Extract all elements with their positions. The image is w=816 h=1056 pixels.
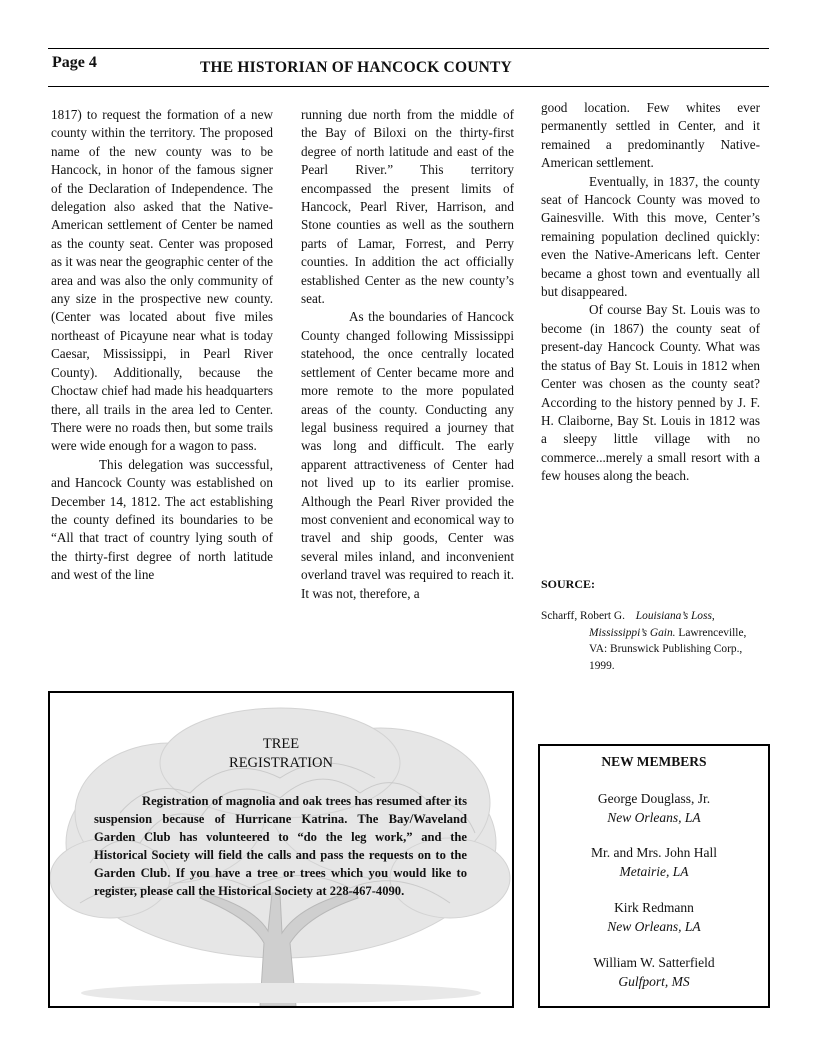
- member-entry: [540, 899, 768, 936]
- member-entry: [540, 954, 768, 991]
- article-column-3: [541, 99, 760, 486]
- article-paragraph: 1817) to request the formation of a new county within the territory. The proposed name of the new county was to be Hancock, in honor of the famous signer of the Declaration of Independence. The delegation also asked that the Native-American settlement of Center be named as the county seat. Center was proposed as it was near the geographic center of the area and was also the only community of any size in the prospective new county. (Center was located about five miles northeast of Picayune near what is today Caesar, Mississippi, in Pearl River County). Additionally, because the Choctaw chief had made his headquarters there, all trails in the area led to Center. There were no roads then, but some trails were wide enough for a wagon to pass.: [51, 107, 273, 454]
- source-heading: SOURCE:: [541, 577, 596, 591]
- new-members-heading: NEW MEMBERS: [601, 754, 707, 769]
- header-top-rule: [48, 48, 769, 49]
- new-members-box: [538, 744, 770, 1008]
- tree-registration-title-line2: REGISTRATION: [229, 755, 333, 771]
- article-paragraph: running due north from the middle of the Bay of Biloxi on the thirty-first degree of north latitude and east of the Pearl River.” This territory encompassed the present limits of Hancock, Pearl River, Harrison, and Stone counties as well as the southern parts of Lamar, Forrest, and Perry counties. In addition the act officially established Center as the new county’s seat.: [301, 107, 514, 307]
- article-paragraph: Eventually, in 1837, the county seat of Hancock County was moved to Gainesville. With this move, Center’s remaining population declined quickly: even the Native-Americans left. Center became a ghost town and eventually all but disappeared.: [541, 173, 760, 300]
- article-paragraph: This delegation was successful, and Hancock County was established on December 14, 1812. The act establishing the county defined its boundaries to be “All that tract of country lying south of the thirty-first degree of north latitude and west of the line: [51, 456, 273, 583]
- member-entry: [540, 844, 768, 881]
- tree-registration-box: [48, 691, 514, 1008]
- member-name: Kirk Redmann: [614, 900, 694, 915]
- member-name: William W. Satterfield: [593, 955, 715, 970]
- article-paragraph: As the boundaries of Hancock County changed following Mississippi statehood, the once centrally located settlement of Center became more and more remote to the more populated areas of the county. Conducting any legal business required a journey that was long and difficult. The early apparent attractiveness of Center had not lived up to its earlier promise. Although the Pearl River provided the most convenient and economical way to travel and ship goods, Center was several miles inland, and inconvenient overland travel was required to reach it. It was not, therefore, a: [301, 309, 514, 601]
- source-title: Louisiana’s Loss, Mississippi’s Gain.: [589, 610, 715, 639]
- source-author: Scharff, Robert G.: [541, 610, 625, 622]
- member-name: George Douglass, Jr.: [597, 791, 711, 806]
- tree-registration-paragraph: Registration of magnolia and oak trees has resumed after its suspension because of Hurricane Katrina. The Bay/Waveland Garden Club has volunteered to “do the leg work,” and the Historical Society will field the calls and pass the requests on to the Garden Club. If you have a tree or trees which you would like to register, please call the Historical Society at 228-467-4090.: [94, 794, 467, 898]
- article-column-2: [301, 106, 514, 603]
- article-paragraph: good location. Few whites ever permanently settled in Center, and it remained a predominantly Native-American settlement.: [541, 100, 760, 171]
- header-bottom-rule: [48, 86, 769, 87]
- member-entry: [540, 790, 768, 827]
- article-paragraph: Of course Bay St. Louis was to become (in 1867) the county seat of present-day Hancock County. What was the status of Bay St. Louis in 1812 when Center was chosen as the county seat? According to the history penned by J. F. H. Claiborne, Bay St. Louis in 1812 was a sleepy little village with no commerce...merely a small resort with a few houses along the beach.: [541, 302, 760, 484]
- member-city: New Orleans, LA: [607, 809, 701, 825]
- member-city: Gulfport, MS: [618, 973, 690, 989]
- source-citation: [541, 608, 761, 674]
- tree-registration-title-line1: TREE: [262, 736, 300, 752]
- member-name: Mr. and Mrs. John Hall: [591, 845, 717, 860]
- publication-title: THE HISTORIAN OF HANCOCK COUNTY: [200, 59, 512, 76]
- member-city: New Orleans, LA: [607, 918, 701, 934]
- article-column-1: [51, 106, 273, 585]
- member-city: Metairie, LA: [619, 863, 689, 879]
- tree-registration-text: [94, 792, 467, 900]
- source-publisher: Lawrenceville, VA: Brunswick Publishing Corp., 1999.: [589, 626, 747, 672]
- page-number: Page 4: [52, 54, 97, 71]
